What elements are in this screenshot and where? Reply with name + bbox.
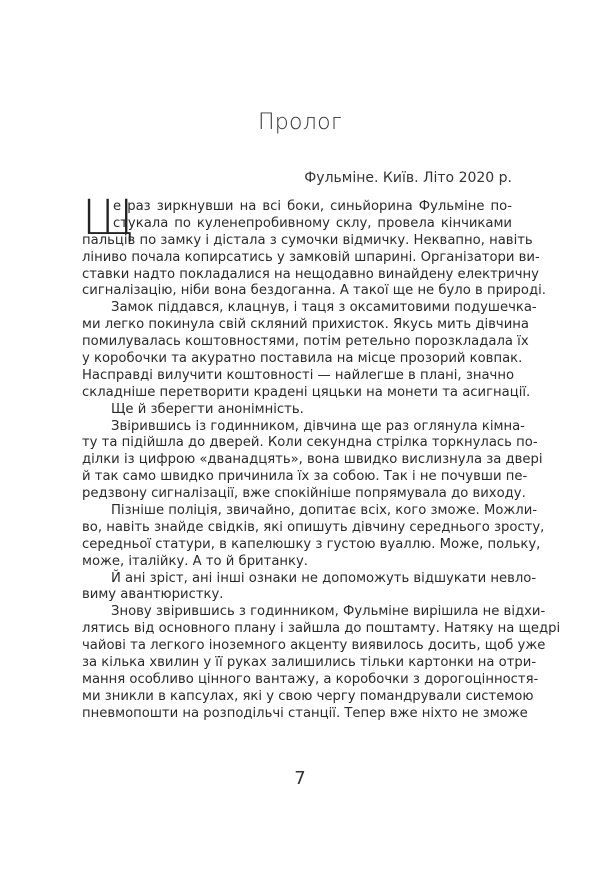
page-number: 7 <box>294 768 306 789</box>
text-line: мання особливо цінного вантажу, а коробочки з дорогоцінностя- <box>82 671 539 687</box>
text-line: Насправді вилучити коштовності — найлегше в плані, значно <box>82 367 515 383</box>
text-line: ми легко покинула свій скляний прихисток. Якусь мить дівчина <box>82 317 529 333</box>
text-line: чайові та легкого іноземного акценту виявилось досить, щоб уже <box>82 638 546 654</box>
text-line: ту та підійшла до дверей. Коли секундна стрілка торкнулась по- <box>82 435 538 451</box>
text-line: складніше перетворити крадені цяцьки на монети та асигнації. <box>82 384 531 400</box>
text-line: ділки із цифрою «дванадцять», вона швидко вислизнула за двері <box>82 452 543 468</box>
chapter-title: Пролог <box>257 110 343 135</box>
text-line: середньої статури, в капелюшку з густою вуаллю. Може, польку, <box>82 536 541 552</box>
body-text <box>82 190 561 723</box>
text-line: виму авантюристку. <box>82 587 224 603</box>
text-line: помилувалась коштовностями, потім ретельно порозкладала їх <box>82 334 529 350</box>
text-line: Замок піддався, клацнув, і таця з оксамитовими подушечка- <box>111 300 537 316</box>
text-line: Знову звірившись з годинником, Фульміне вирішила не відхи- <box>111 604 546 620</box>
text-line: ставки надто покладалися на нещодавно винайдену електричну <box>82 266 539 282</box>
epigraph: Фульміне. Київ. Літо 2020 р. <box>304 170 512 186</box>
text-line: за кілька хвилин у її руках залишились тільки картонки на отри- <box>82 655 537 671</box>
text-line: ліниво почала копирсатись у замковій шпарині. Організатори ви- <box>82 249 540 265</box>
text-line: ми зникли в капсулах, які у свою чергу помандрували системою <box>82 688 534 704</box>
text-line: лятись від основного плану і зайшла до поштамту. Натяку на щедрі <box>82 621 561 637</box>
drop-cap: Щ <box>82 190 135 246</box>
text-line: во, навіть знайде свідків, які опишуть дівчину середнього зросту, <box>82 519 545 535</box>
text-line: може, італійку. А то й британку. <box>82 553 308 569</box>
text-lines <box>82 199 561 723</box>
text-line: Звірившись із годинником, дівчина ще раз оглянула кімна- <box>111 418 525 434</box>
text-line: пальців по замку і дістала з сумочки відмичку. Неквапно, навіть <box>82 232 533 248</box>
text-line: Й ані зріст, ані інші ознаки не допоможуть відшукати невло- <box>111 570 537 586</box>
text-line: редзвону сигналізації, вже спокійніше попрямувала до виходу. <box>82 486 526 502</box>
text-line: й так само швидко причинила їх за собою. Так і не почувши пе- <box>82 469 528 485</box>
text-line: е раз зиркнувши на всі боки, синьйорина Фульміне по- <box>113 199 512 214</box>
text-line: сигналізацію, ніби вона бездоганна. А такої ще не було в природі. <box>82 283 546 299</box>
text-line: пневмопошти на розподільчі станції. Тепер вже ніхто не зможе <box>82 705 528 721</box>
text-line: стукала по куленепробивному склу, провела кінчиками <box>113 215 512 231</box>
text-line: Пізніше поліція, звичайно, допитає всіх, кого зможе. Можли- <box>111 503 538 519</box>
text-line: Ще й зберегти анонімність. <box>111 401 304 417</box>
text-line: у коробочки та акуратно поставила на місце прозорий ковпак. <box>82 351 523 367</box>
